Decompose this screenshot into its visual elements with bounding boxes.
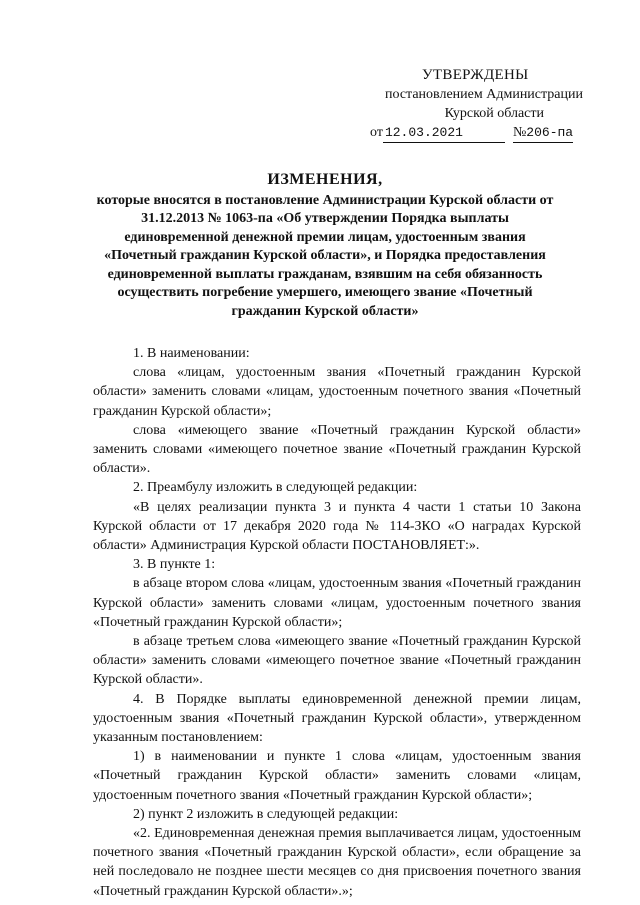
approval-line-1: постановлением Администрации bbox=[385, 87, 583, 102]
paragraph: 2) пункт 2 изложить в следующей редакции: bbox=[133, 806, 399, 822]
paragraph: «2. Единовременная денежная премия выплачивается лицам, удостоенным почетного звания «Почетный гражданин Курской области», если обращение за ней последовало не позднее шести месяцев со дня присвоения почетного звания «Почетный гражданин Курской области».»; bbox=[93, 826, 581, 899]
heading-title: ИЗМЕНЕНИЯ, bbox=[267, 171, 383, 188]
approval-line-2: Курской области bbox=[444, 106, 544, 121]
approval-title: УТВЕРЖДЕНЫ bbox=[422, 67, 529, 83]
approval-date-row bbox=[366, 123, 596, 143]
paragraph: слова «имеющего звание «Почетный гражданин Курской области» заменить словами «имеющего почетное звание «Почетный гражданин Курской области». bbox=[93, 422, 581, 477]
paragraph: 1) в наименовании и пункте 1 слова «лицам, удостоенным звания «Почетный гражданин Курской области» заменить словами «лицам, удостоенным почетного звания «Почетный гражданин Курской области»; bbox=[93, 749, 581, 803]
document-heading bbox=[90, 171, 560, 321]
paragraph: в абзаце третьем слова «имеющего звание «Почетный гражданин Курской области» заменить словами «имеющего почетное звание «Почетный гражданин Курской области». bbox=[93, 634, 581, 688]
approval-number-field bbox=[513, 123, 573, 143]
paragraph: 1. В наименовании: bbox=[133, 346, 250, 361]
paragraph: в абзаце втором слова «лицам, удостоенным звания «Почетный гражданин Курской области» заменить словами «лицам, удостоенным почетного звания «Почетный гражданин Курской области»; bbox=[93, 576, 581, 630]
paragraph: 3. В пункте 1: bbox=[133, 557, 216, 573]
approval-date: 12.03.2021 bbox=[383, 123, 505, 143]
approval-number-label: № bbox=[512, 125, 527, 140]
paragraph: 2. Преамбулу изложить в следующей редакции: bbox=[133, 480, 418, 496]
approval-from-label: от bbox=[370, 125, 383, 140]
heading-text: которые вносятся в постановление Администрации Курской области от 31.12.2013 № 1063-па «Об утверждении Порядка выплаты единовременной денежной премии лицам, удостоенным звания «Почетный гражданин Курской области», и Порядка предоставления единовременной выплаты гражданам, взявшим на себя обязанность осуществить погребение умершего, имеющего звание «Почетный гражданин Курской области» bbox=[96, 192, 554, 319]
approval-number: 206-па bbox=[526, 125, 574, 140]
document-body bbox=[93, 344, 581, 901]
paragraph: 4. В Порядке выплаты единовременной денежной премии лицам, удостоенным звания «Почетный гражданин Курской области», утвержденном указанным постановлением: bbox=[93, 691, 581, 746]
paragraph: слова «лицам, удостоенным звания «Почетный гражданин Курской области» заменить словами «лицам, удостоенным почетного звания «Почетный гражданин Курской области»; bbox=[93, 365, 581, 419]
approval-stamp bbox=[366, 66, 596, 143]
paragraph: «В целях реализации пункта 3 и пункта 4 части 1 статьи 10 Закона Курской области от 17 декабря 2020 года № 114-ЗКО «О наградах Курской области» Администрация Курской области ПОСТАНОВЛЯЕТ:». bbox=[93, 499, 581, 554]
